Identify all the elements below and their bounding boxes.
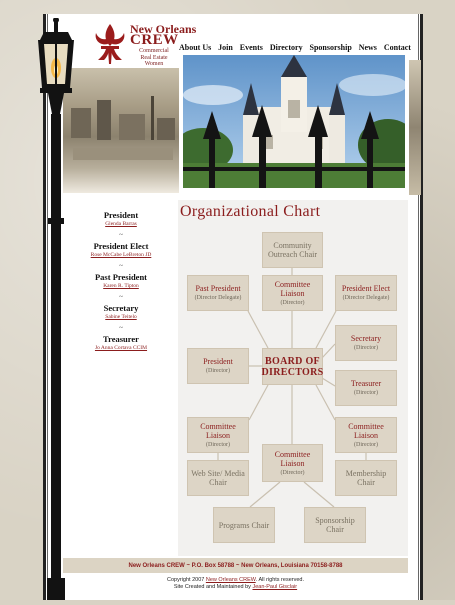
box-committee-liaison-left: [187, 417, 249, 453]
logo-line-2: CREW: [130, 32, 179, 48]
nav-news[interactable]: News: [358, 42, 377, 52]
officer-separator: ~: [119, 262, 123, 270]
nav-contact[interactable]: Contact: [383, 42, 411, 52]
box-treasurer: [335, 370, 397, 406]
box-president-elect: [335, 275, 397, 311]
fleur-de-lis-icon: [92, 22, 128, 66]
box-title: Secretary: [350, 334, 382, 343]
officer-name-link[interactable]: Karen R. Tipton: [103, 283, 139, 289]
officer-title: President Elect: [93, 241, 149, 251]
box-subtitle: (Director Delegate): [194, 295, 242, 301]
box-committee-liaison-top: [262, 275, 323, 311]
nav-about-us[interactable]: About Us: [179, 42, 212, 52]
officer-name-link[interactable]: Rose McCabe LeBreton JD: [90, 252, 152, 258]
box-title: Community Outreach Chair: [267, 241, 318, 259]
box-subtitle: (Director): [206, 368, 230, 374]
box-title: BOARD OF DIRECTORS: [261, 355, 324, 378]
officer-name-link[interactable]: Sabine Teitelo: [105, 314, 137, 320]
box-title: President: [203, 357, 233, 366]
box-programs-chair: [213, 507, 275, 543]
box-title: Programs Chair: [218, 520, 270, 530]
box-subtitle: (Director Delegate): [342, 295, 390, 301]
copyright-link[interactable]: New Orleans CREW: [205, 577, 256, 583]
box-title: Past President: [195, 284, 241, 293]
box-title: Treasurer: [350, 379, 382, 388]
box-subtitle: (Director): [280, 299, 305, 306]
logo-line-1: New Orleans: [130, 22, 197, 36]
copyright-suffix: . All rights reserved.: [255, 577, 304, 583]
box-title: Sponsorship Chair: [315, 516, 355, 534]
box-title: Committee Liaison: [274, 279, 311, 298]
officer-president-elect: [66, 241, 176, 258]
box-title: Committee Liaison: [274, 449, 311, 468]
officer-name-link[interactable]: Jo Anna Cortava CCIM: [94, 345, 148, 351]
box-past-president: [187, 275, 249, 311]
header-photo-edge: [409, 60, 421, 195]
officer-title: President: [103, 210, 139, 220]
box-title: Web Site/ Media Chair: [191, 469, 245, 487]
officers-sidebar: [66, 210, 176, 351]
box-title: Committee Liaison: [200, 421, 236, 440]
footer-copyright: [63, 577, 408, 591]
maintained-prefix: Site Created and Maintained by: [173, 584, 251, 590]
nav-events[interactable]: Events: [239, 42, 263, 52]
copyright-prefix: Copyright 2007: [167, 577, 205, 583]
officer-title: Treasurer: [103, 334, 139, 344]
officer-secretary: [66, 303, 176, 320]
box-committee-liaison-right: [335, 417, 397, 453]
logo-subtitle: Commercial Real Estate Women: [139, 48, 169, 67]
box-web-site-media-chair: [187, 460, 249, 496]
box-subtitle: (Director): [206, 441, 230, 448]
officer-separator: ~: [119, 293, 123, 301]
hero-photo-cathedral: [183, 55, 405, 188]
box-sponsorship-chair: [304, 507, 366, 543]
box-community-outreach-chair: [262, 232, 323, 268]
box-subtitle: (Director): [354, 345, 378, 351]
box-board-of-directors: [262, 348, 323, 385]
maintained-link[interactable]: Jean-Paul Gisclair: [252, 584, 298, 590]
officer-past-president: [66, 272, 176, 289]
box-subtitle: (Director): [354, 390, 378, 396]
box-title: Membership Chair: [345, 469, 387, 487]
nav-sponsorship[interactable]: Sponsorship: [309, 42, 352, 52]
box-secretary: [335, 325, 397, 361]
box-committee-liaison-center: [262, 444, 323, 482]
main-nav: [179, 41, 411, 53]
chart-title: Organizational Chart: [180, 203, 321, 220]
footer-address: New Orleans CREW ~ P.O. Box 58788 ~ New Orleans, Louisiana 70158-8788: [128, 562, 343, 569]
officer-separator: ~: [119, 324, 123, 332]
box-president: [187, 348, 249, 384]
nav-join[interactable]: Join: [218, 42, 233, 52]
nav-directory[interactable]: Directory: [269, 42, 303, 52]
officer-name-link[interactable]: Glenda Barras: [105, 221, 137, 227]
officer-treasurer: [66, 334, 176, 351]
box-title: Committee Liaison: [348, 421, 384, 440]
officer-separator: ~: [119, 231, 123, 239]
box-membership-chair: [335, 460, 397, 496]
officer-title: Past President: [94, 272, 148, 282]
box-subtitle: (Director): [354, 441, 378, 448]
officer-president: [66, 210, 176, 227]
box-title: President Elect: [341, 284, 391, 293]
officer-title: Secretary: [103, 303, 139, 313]
cathedral-fence-illustration: [183, 55, 405, 188]
box-subtitle: (Director): [280, 469, 305, 476]
footer-address-bar: [63, 558, 408, 573]
